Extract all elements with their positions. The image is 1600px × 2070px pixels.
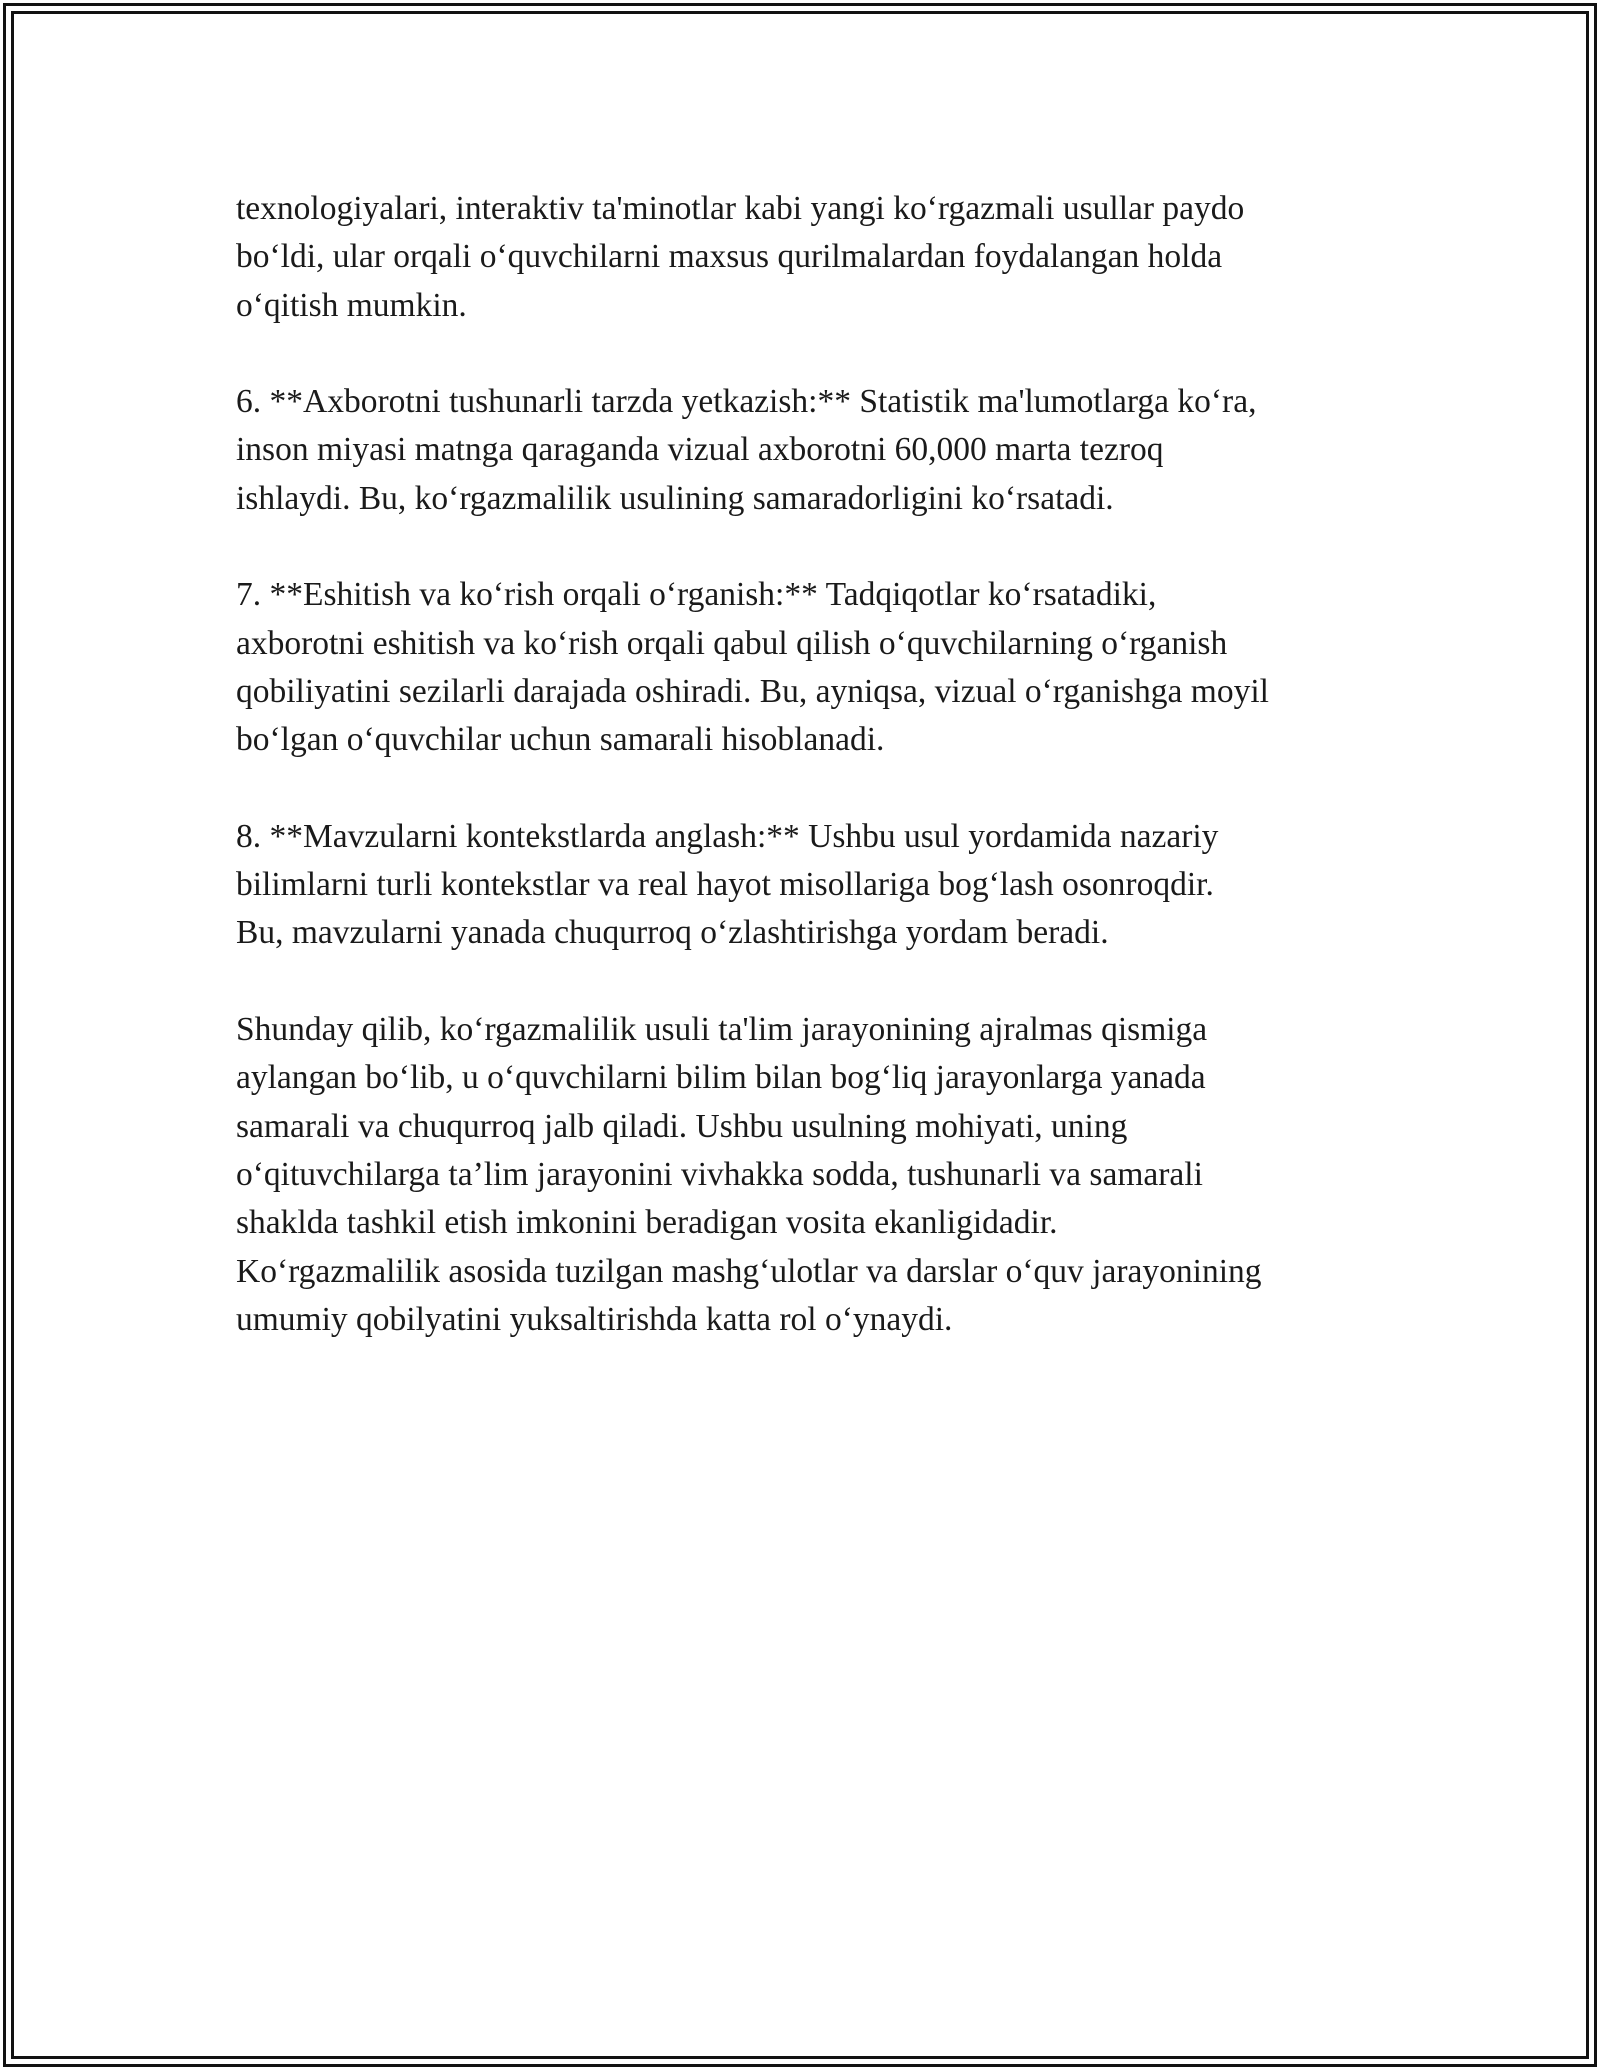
paragraph-conclusion: Shunday qilib, ko‘rgazmalilik usuli ta'lim jarayonining ajralmas qismiga aylangan bo‘lib, u o‘quvchilarni bilim bilan bog‘liq jarayonlarga yanada samarali va chuqurroq jalb qiladi. Ushbu usulning mohiyati, uning o‘qituvchilarga ta’lim jarayonini vivhakka sodda, tushunarli va samarali shaklda tashkil etish imkonini beradigan vosita ekanligidadir. Ko‘rgazmalilik asosida tuzilgan mashg‘ulotlar va darslar o‘quv jarayonining umumiy qobilyatini yuksaltirishda katta rol o‘ynaydi. [236, 1011, 1262, 1338]
document-body [236, 185, 1376, 1392]
paragraph-item-7: 7. **Eshitish va ko‘rish orqali o‘rganish:** Tadqiqotlar ko‘rsatadiki, axborotni eshitish va ko‘rish orqali qabul qilish o‘quvchilarning o‘rganish qobiliyatini sezilarli darajada oshiradi. Bu, ayniqsa, vizual o‘rganishga moyil bo‘lgan o‘quvchilar uchun samarali hisoblanadi. [236, 576, 1269, 759]
paragraph-item-8: 8. **Mavzularni kontekstlarda anglash:** Ushbu usul yordamida nazariy bilimlarni turli kontekstlar va real hayot misollariga bog‘lash osonroqdir. Bu, mavzularni yanada chuqurroq o‘zlashtirishga yordam beradi. [236, 817, 1219, 952]
paragraph-continuation: texnologiyalari, interaktiv ta'minotlar kabi yangi ko‘rgazmali usullar paydo bo‘ldi, ular orqali o‘quvchilarni maxsus qurilmalardan foydalangan holda o‘qitish mumkin. [236, 190, 1245, 324]
paragraph-item-6: 6. **Axborotni tushunarli tarzda yetkazish:** Statistik ma'lumotlarga ko‘ra, inson miyasi matnga qaraganda vizual axborotni 60,000 marta tezroq ishlaydi. Bu, ko‘rgazmalilik usulining samaradorligini ko‘rsatadi. [236, 383, 1257, 517]
